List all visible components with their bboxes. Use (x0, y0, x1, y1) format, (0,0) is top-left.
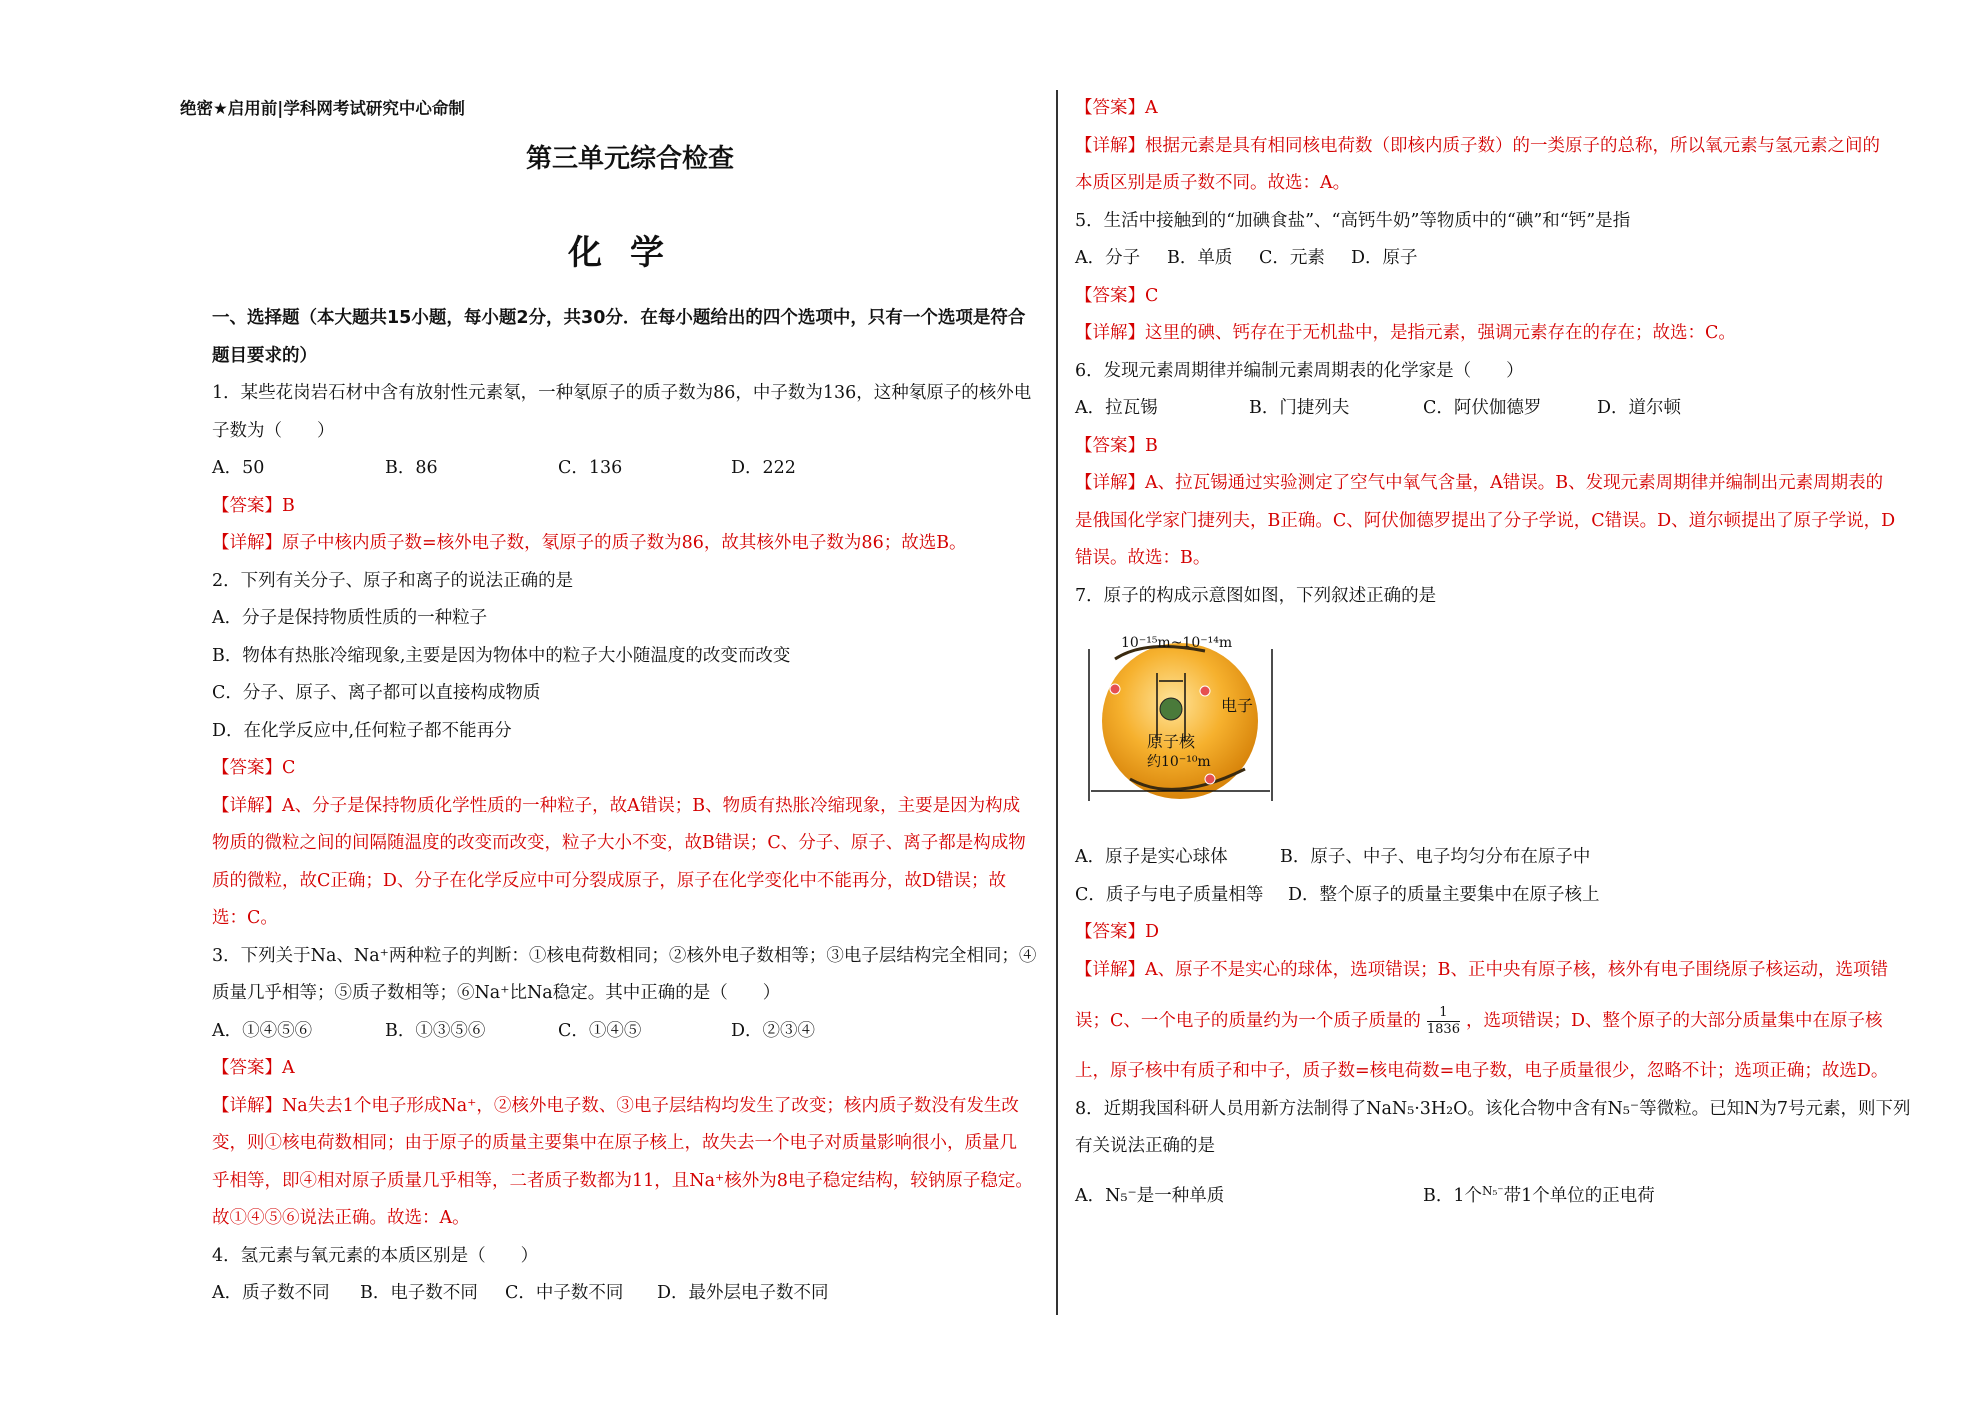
atom-diagram (1075, 629, 1285, 809)
section-heading-line2: 题目要求的） (212, 345, 317, 366)
q7-option-c: C．质子与电子质量相等 (1075, 884, 1264, 905)
q7-option-b: B．原子、中子、电子均匀分布在原子中 (1280, 847, 1591, 867)
q6-option-a: A．拉瓦锡 (1075, 398, 1158, 418)
q2-detail-line3: 质的微粒，故C正确；D、分子在化学反应中可分裂成原子，原子在化学变化中不能再分，故D错误；故 (212, 870, 1006, 891)
q8-options (1075, 1166, 1905, 1222)
q1-option-c: C．136 (558, 458, 623, 478)
q3-detail-line1: 【详解】Na失去1个电子形成Na⁺，②核外电子数、③电子层结构均发生了改变；核内质子数没有发生改 (212, 1095, 1019, 1116)
q7-option-d: D．整个原子的质量主要集中在原子核上 (1288, 884, 1600, 905)
q7-options-row1 (1075, 839, 1905, 877)
q4-options (212, 1275, 1042, 1313)
q1-detail: 【详解】原子中核内质子数=核外电子数，氡原子的质子数为86，故其核外电子数为86；故选B。 (212, 533, 967, 553)
electron-dot (1200, 686, 1210, 696)
q1-option-d: D．222 (731, 458, 796, 478)
q4-stem: 4．氢元素与氧元素的本质区别是（ ） (212, 1245, 539, 1266)
atom-sphere (1102, 643, 1258, 799)
q3-option-b: B．①③⑤⑥ (385, 1020, 486, 1041)
q6-detail-line2: 是俄国化学家门捷列夫，B正确。C、阿伏伽德罗提出了分子学说，C错误。D、道尔顿提出了原子学说，D (1075, 510, 1896, 531)
q7-detail-line3: 上，原子核中有质子和中子，质子数=核电荷数=电子数，电子质量很少，忽略不计；选项正确；故选D。 (1075, 1061, 1889, 1081)
q2-detail-line4: 选：C。 (212, 908, 278, 928)
q2-option-c: C．分子、原子、离子都可以直接构成物质 (212, 683, 541, 703)
q1-option-a: A．50 (212, 458, 265, 478)
q5-option-c: C．元素 (1259, 248, 1325, 268)
q5-detail: 【详解】这里的碘、钙存在于无机盐中，是指元素，强调元素存在的存在；故选：C。 (1075, 323, 1736, 343)
q3-option-a: A．①④⑤⑥ (212, 1020, 313, 1041)
q8-stem-line2: 有关说法正确的是 (1075, 1136, 1215, 1156)
left-column (212, 300, 1042, 1313)
nucleus-icon (1160, 698, 1182, 720)
q8-option-b-ion: N₅⁻ (1482, 1183, 1504, 1198)
q3-option-d: D．②③④ (731, 1020, 816, 1041)
q2-option-d: D．在化学反应中,任何粒子都不能再分 (212, 720, 512, 741)
q4-option-c: C．中子数不同 (505, 1283, 624, 1303)
q3-stem-line2: 质量几乎相等；⑤质子数相等；⑥Na⁺比Na稳定。其中正确的是（ ） (212, 983, 781, 1003)
q1-options (212, 450, 1042, 488)
electron-dot (1110, 684, 1120, 694)
q3-detail-line3: 乎相等，即④相对原子质量几乎相等，二者质子数都为11，且Na⁺核外为8电子稳定结构，较钠原子稳定。 (212, 1170, 1033, 1191)
q7-answer: 【答案】D (1075, 922, 1160, 942)
q3-options (212, 1013, 1042, 1051)
q7-detail-line2-a: 误；C、一个电子的质量约为一个质子质量的 (1075, 1011, 1421, 1031)
atom-size-label: 约10⁻¹⁰m (1147, 754, 1211, 770)
subject-title: 化学 (568, 233, 692, 273)
fraction-denominator: 1836 (1426, 1022, 1460, 1037)
q5-answer: 【答案】C (1075, 285, 1159, 306)
q4-detail-line1: 【详解】根据元素是具有相同核电荷数（即核内质子数）的一类原子的总称，所以氧元素与氢元素之间的 (1075, 135, 1880, 156)
q3-detail-line4: 故①④⑤⑥说法正确。故选：A。 (212, 1208, 470, 1228)
right-column (1075, 90, 1911, 1221)
q3-stem-line1: 3．下列关于Na、Na⁺两种粒子的判断：①核电荷数相同；②核外电子数相等；③电子层结构完全相同；④ (212, 945, 1037, 966)
q7-detail-line2 (1075, 989, 1905, 1053)
atom-structure-figure (1075, 629, 1285, 809)
q6-detail-line3: 错误。故选：B。 (1075, 548, 1211, 568)
confidential-header: 绝密★启用前|学科网考试研究中心命制 (180, 99, 465, 118)
page-title: 第三单元综合检查 (525, 144, 734, 174)
nucleus-size-label: 10⁻¹⁵m~10⁻¹⁴m (1121, 635, 1233, 651)
q2-option-a: A．分子是保持物质性质的一种粒子 (212, 608, 488, 628)
q6-options (1075, 390, 1905, 428)
q7-options-row2 (1075, 877, 1905, 915)
q1-stem-line2: 子数为（ ） (212, 420, 335, 441)
q1-stem-line1: 1．某些花岗岩石材中含有放射性元素氡，一种氡原子的质子数为86，中子数为136，这种氡原子的核外电 (212, 383, 1032, 403)
electron-label: 电子 (1221, 696, 1254, 715)
q7-detail-line1: 【详解】A、原子不是实心的球体，选项错误；B、正中央有原子核，核外有电子围绕原子核运动，选项错 (1075, 959, 1888, 980)
nucleus-label: 原子核 (1147, 732, 1196, 751)
q7-stem: 7．原子的构成示意图如图，下列叙述正确的是 (1075, 585, 1437, 606)
q3-answer: 【答案】A (212, 1058, 295, 1078)
q8-option-b-prefix: B．1个 (1423, 1186, 1482, 1207)
q6-detail-line1: 【详解】A、拉瓦锡通过实验测定了空气中氧气含量，A错误。B、发现元素周期律并编制出元素周期表的 (1075, 473, 1884, 493)
q7-detail-line2-b: ，选项错误；D、整个原子的大部分质量集中在原子核 (1465, 1011, 1883, 1031)
q8-option-b-text: 带1个单位的正电荷 (1503, 1186, 1655, 1207)
q6-option-b: B．门捷列夫 (1249, 398, 1350, 418)
q8-stem-line1: 8．近期我国科研人员用新方法制得了NaN₅·3H₂O。该化合物中含有N₅⁻等微粒。已知N为7号元素，则下列 (1075, 1098, 1911, 1119)
q8-option-a: A．N₅⁻是一种单质 (1075, 1186, 1225, 1207)
q2-stem: 2．下列有关分子、原子和离子的说法正确的是 (212, 570, 574, 591)
q3-detail-line2: 变，则①核电荷数相同；由于原子的质量主要集中在原子核上，故失去一个电子对质量影响很小，质量几 (212, 1133, 1017, 1153)
q6-option-d: D．道尔顿 (1597, 398, 1682, 418)
q6-stem: 6．发现元素周期律并编制元素周期表的化学家是（ ） (1075, 360, 1524, 381)
q5-option-a: A．分子 (1075, 248, 1141, 268)
q1-answer: 【答案】B (212, 495, 295, 516)
q4-option-b: B．电子数不同 (360, 1283, 478, 1303)
electron-dot (1205, 774, 1215, 784)
q3-option-c: C．①④⑤ (558, 1020, 642, 1041)
q6-option-c: C．阿伏伽德罗 (1423, 398, 1542, 418)
q2-answer: 【答案】C (212, 758, 296, 778)
q4-option-d: D．最外层电子数不同 (657, 1283, 829, 1303)
q7-option-a: A．原子是实心球体 (1075, 847, 1228, 867)
q5-option-b: B．单质 (1167, 248, 1233, 268)
q2-detail-line1: 【详解】A、分子是保持物质化学性质的一种粒子，故A错误；B、物质有热胀冷缩现象，主要是因为构成 (212, 795, 1021, 816)
column-divider (1056, 90, 1058, 1315)
q4-detail-line2: 本质区别是质子数不同。故选：A。 (1075, 173, 1351, 193)
q2-option-b: B．物体有热胀冷缩现象,主要是因为物体中的粒子大小随温度的改变而改变 (212, 645, 791, 666)
mass-ratio-fraction (1427, 1005, 1460, 1038)
fraction-numerator: 1 (1427, 1005, 1460, 1022)
q5-option-d: D．原子 (1351, 248, 1418, 268)
q4-option-a: A．质子数不同 (212, 1283, 330, 1303)
section-heading-line1: 一、选择题（本大题共15小题，每小题2分，共30分．在每小题给出的四个选项中，只有一个选项是符合 (212, 308, 1026, 328)
q6-answer: 【答案】B (1075, 435, 1158, 456)
q1-option-b: B．86 (385, 458, 438, 478)
q5-options (1075, 240, 1905, 278)
q2-detail-line2: 物质的微粒之间的间隔随温度的改变而改变，粒子大小不变，故B错误；C、分子、原子、离子都是构成物 (212, 833, 1026, 853)
q5-stem: 5．生活中接触到的“加碘食盐”、“高钙牛奶”等物质中的“碘”和“钙”是指 (1075, 210, 1631, 231)
q4-answer: 【答案】A (1075, 98, 1158, 118)
